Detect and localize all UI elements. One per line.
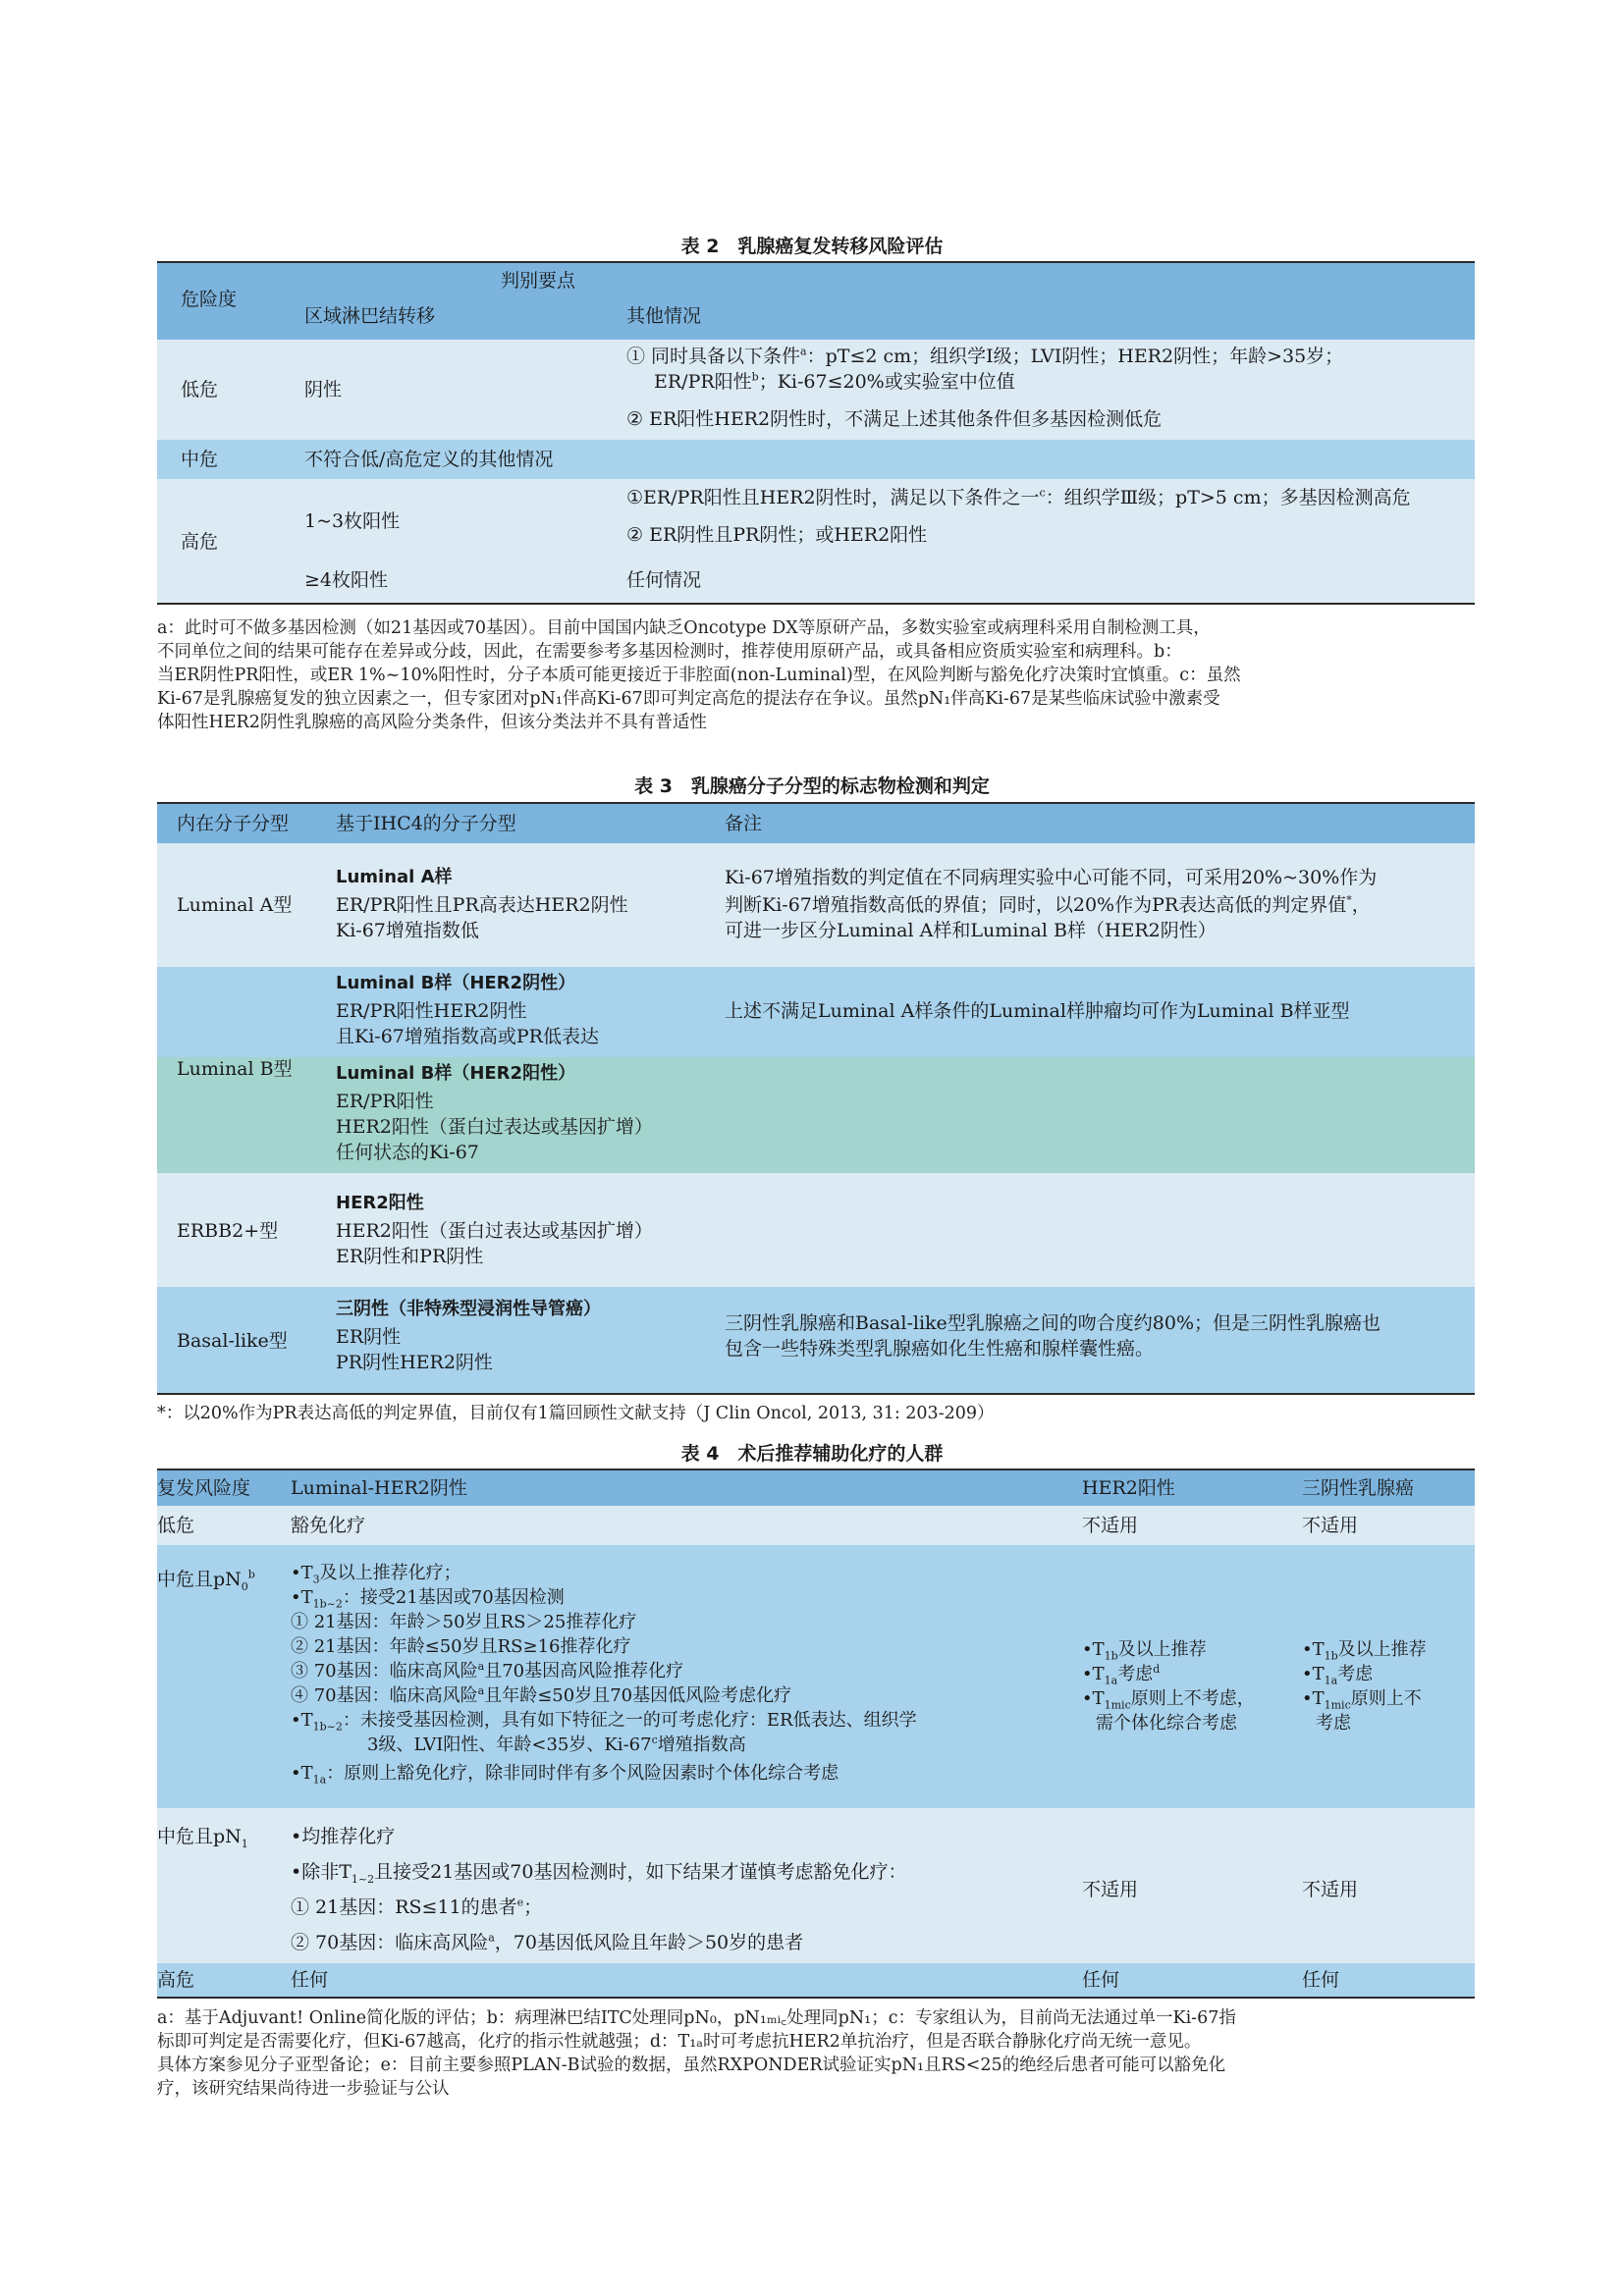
table3-erbb-label: ERBB2+型 [177,1220,279,1242]
table3-bottom-rule [157,1393,1475,1395]
table4-mid1-tn: 不适用 [1302,1879,1359,1900]
table3-basal-note: 包含一些特殊类型乳腺癌如化生性癌和腺样囊性癌。 [725,1338,1155,1360]
table4-mid0-line: $•T_{1b\sim 2}$：接受21基因或70基因检测 [291,1587,565,1611]
table4-mid0-tn-line: 考虑 [1316,1713,1351,1734]
table2-high-label: 高危 [181,531,219,553]
table4-bottom-rule [157,1997,1475,1999]
table3-header-intrinsic: 内在分子分型 [177,813,290,834]
table4-high-luminal: 任何 [291,1969,329,1991]
table3-la-label: Luminal A型 [177,894,293,916]
table2-note-line: a：此时可不做多基因检测（如21基因或70基因）。目前中国国内缺乏Oncotype DX等原研产品，多数实验室或病理科采用自制检测工具， [157,618,1211,638]
table4-mid0-line: ① 21基因：年龄＞50岁且RS＞25推荐化疗 [291,1612,637,1632]
table2-mid-label: 中危 [181,449,219,470]
table3-header-ihc: 基于IHC4的分子分型 [336,813,516,834]
table3-basal-note: 三阴性乳腺癌和Basal-like型乳腺癌之间的吻合度约80%；但是三阴性乳腺癌也 [725,1312,1381,1334]
table2-note-line: 当ER阴性PR阳性，或ER 1%~10%阳性时，分子本质可能更接近于非腔面(non-Luminal)型，在风险判断与豁免化疗决策时宜慎重。c：虽然 [157,666,1241,685]
table2-high-node1: 1~3枚阳性 [304,510,401,532]
table4-header-luminal: Luminal-HER2阴性 [291,1477,467,1499]
table4-mid0-tn-line: $•T_{1mic}$原则上不 [1302,1688,1422,1712]
table3-lb1-line: ER/PR阳性HER2阴性 [336,1000,527,1022]
table4-mid1-her2: 不适用 [1082,1879,1139,1900]
table2-high-other1a: ①ER/PR阳性且HER2阴性时，满足以下条件之一$^c$：组织学Ⅲ级；pT>5 cm；多基因检测高危 [626,486,1411,508]
table3-la-note: Ki-67增殖指数的判定值在不同病理实验中心可能不同，可采用20%~30%作为 [725,867,1378,888]
table3-footnote: *：以20%作为PR表达高低的判定界值，目前仅有1篇回顾性文献支持（J Clin Oncol, 2013, 31: 203-209） [157,1404,995,1423]
table2-high-node2: ≥4枚阳性 [304,569,389,591]
table4-mid0-label: 中危且$pN_0^b$ [157,1568,255,1593]
table2-low-node: 阴性 [304,379,343,400]
table4-high-label: 高危 [157,1969,195,1991]
table4-note-line: 疗，该研究结果尚待进一步验证与公认 [157,2079,450,2099]
table3-la-line: ER/PR阳性且PR高表达HER2阴性 [336,894,628,916]
table3-la-line: Ki-67增殖指数低 [336,920,479,941]
table4-caption: 表 4 术后推荐辅助化疗的人群 [680,1443,944,1465]
table3-lb1-note: 上述不满足Luminal A样条件的Luminal样肿瘤均可作为Luminal B样亚型 [725,1000,1350,1022]
table3-lb1-title: Luminal B样（HER2阴性） [336,973,576,993]
table4-mid0-line: ③ 70基因：临床高风险$^a$且70基因高风险推荐化疗 [291,1660,684,1682]
table4-high-her2: 任何 [1082,1969,1120,1991]
table3-caption: 表 3 乳腺癌分子分型的标志物检测和判定 [634,775,990,797]
table4-row-high [157,1963,1475,1997]
table4-low-her2: 不适用 [1082,1515,1139,1536]
table3-la-note: 可进一步区分Luminal A样和Luminal B样（HER2阴性） [725,920,1217,941]
table4-mid0-her2-line: $•T_{1a}$考虑$^d$ [1082,1663,1161,1687]
table4-low-tn: 不适用 [1302,1515,1359,1536]
table2-note-line: 不同单位之间的结果可能存在差异或分歧，因此，在需要参考多基因检测时，推荐使用原研产品，或具备相应资质实验室和病理科。b： [157,642,1182,662]
table4-low-luminal: 豁免化疗 [291,1515,366,1536]
table2-high-other1b: ② ER阴性且PR阴性；或HER2阳性 [626,524,928,546]
table2-caption: 表 2 乳腺癌复发转移风险评估 [680,236,944,257]
table3-lb2-line: 任何状态的Ki-67 [336,1142,479,1163]
table2-header-other: 其他情况 [626,305,702,327]
table4-mid1-line: ② 70基因：临床高风险$^a$，70基因低风险且年龄＞50岁的患者 [291,1931,804,1953]
table2-low-other2: ② ER阳性HER2阴性时，不满足上述其他条件但多基因检测低危 [626,408,1163,430]
table3-lb1-line: 且Ki-67增殖指数高或PR低表达 [336,1026,599,1047]
table2-mid-text: 不符合低/高危定义的其他情况 [304,449,554,470]
table4-mid0-line: $•T_3$及以上推荐化疗； [291,1563,461,1586]
table4-mid1-line: •均推荐化疗 [291,1826,396,1847]
table3-basal-line: PR阴性HER2阴性 [336,1352,493,1373]
table4-mid0-line: ② 21基因：年龄≤50岁且RS≥16推荐化疗 [291,1636,631,1657]
table2-high-other2: 任何情况 [626,569,702,591]
table4-mid1-label: 中危且$pN_1$ [157,1826,248,1850]
table2-note-line: Ki-67是乳腺癌复发的独立因素之一，但专家团对pN₁伴高Ki-67即可判定高危的提法存在争议。虽然pN₁伴高Ki-67是某些临床试验中激素受 [157,689,1220,709]
table3-la-note: 判断Ki-67增殖指数高低的界值；同时，以20%作为PR表达高低的判定界值*， [725,893,1371,916]
table2-note-line: 体阳性HER2阴性乳腺癌的高风险分类条件，但该分类法并不具有普适性 [157,713,707,732]
table4-high-tn: 任何 [1302,1969,1340,1991]
table3-lb2-title: Luminal B样（HER2阳性） [336,1063,576,1084]
table3-la-title: Luminal A样 [336,867,453,887]
table2-header-risk: 危险度 [181,289,238,310]
table3-basal-title: 三阴性（非特殊型浸润性导管癌） [336,1299,601,1319]
table4-note-line: 标即可判定是否需要化疗，但Ki-67越高，化疗的指示性就越强；d：T₁ₐ时可考虑抗HER2单抗治疗，但是否联合静脉化疗尚无统一意见。 [157,2032,1202,2052]
table4-mid1-line: ① 21基因：RS≤11的患者$^e$； [291,1896,543,1918]
table4-mid0-line: 3级、LVI阳性、年龄<35岁、Ki-67$^c$增殖指数高 [367,1734,746,1755]
table4-mid0-tn-line: $•T_{1b}$及以上推荐 [1302,1639,1427,1663]
table4-header-tn: 三阴性乳腺癌 [1302,1477,1415,1499]
table3-lb-label: Luminal B型 [177,1058,293,1080]
table3-header-note: 备注 [725,813,763,834]
table2-low-other1b: ER/PR阳性$^b$；Ki-67≤20%或实验室中位值 [654,370,1015,393]
table2-low-label: 低危 [181,379,219,400]
table3-basal-label: Basal-like型 [177,1330,288,1352]
table4-mid0-line: ④ 70基因：临床高风险$^a$且年龄≤50岁且70基因低风险考虑化疗 [291,1684,792,1706]
table4-mid0-her2-line: $•T_{1mic}$原则上不考虑， [1082,1688,1255,1712]
table4-mid0-her2-line: 需个体化综合考虑 [1096,1713,1237,1734]
table2-header-criteria: 判别要点 [501,270,576,292]
table4-note-line: 具体方案参见分子亚型备论；e：目前主要参照PLAN-B试验的数据，虽然RXPONDER试验证实pN₁且RS<25的绝经后患者可能可以豁免化 [157,2056,1226,2075]
table4-mid0-her2-line: $•T_{1b}$及以上推荐 [1082,1639,1207,1663]
table3-basal-line: ER阴性 [336,1326,402,1348]
table2-header-node: 区域淋巴结转移 [304,305,436,327]
table4-notes [157,2006,1475,2101]
table3-erbb-title: HER2阳性 [336,1193,424,1213]
table2-bottom-rule [157,603,1475,605]
table3-lb2-line: HER2阳性（蛋白过表达或基因扩增） [336,1116,653,1138]
table2-low-other1a: ① 同时具备以下条件$^a$：pT≤2 cm；组织学Ⅰ级；LVI阴性；HER2阴性；年龄>35岁； [626,345,1344,367]
table4-header-her2: HER2阳性 [1082,1477,1175,1499]
table3-erbb-line: ER阴性和PR阴性 [336,1246,484,1267]
table4-mid0-line: $•T_{1a}$：原则上豁免化疗，除非同时伴有多个风险因素时个体化综合考虑 [291,1763,839,1787]
table3-erbb-line: HER2阳性（蛋白过表达或基因扩增） [336,1220,653,1242]
table4-header-risk: 复发风险度 [157,1477,251,1499]
table4-note-line: a：基于Adjuvant! Online简化版的评估；b：病理淋巴结ITC处理同pN₀，pN₁ₘᵢ꜀处理同pN₁；c：专家组认为，目前尚无法通过单一Ki-67指 [157,2008,1236,2028]
table3-lb2-line: ER/PR阳性 [336,1091,434,1112]
table2-notes [157,616,1475,734]
table4-mid0-tn-line: $•T_{1a}$考虑 [1302,1664,1374,1687]
table4-low-label: 低危 [157,1515,195,1536]
table4-mid0-line: $•T_{1b\sim 2}$：未接受基因检测，具有如下特征之一的可考虑化疗：ER低表达、组织学 [291,1710,917,1734]
table4-mid1-line: •除非$T_{1\sim 2}$且接受21基因或70基因检测时，如下结果才谨慎考虑豁免化疗： [291,1861,907,1886]
